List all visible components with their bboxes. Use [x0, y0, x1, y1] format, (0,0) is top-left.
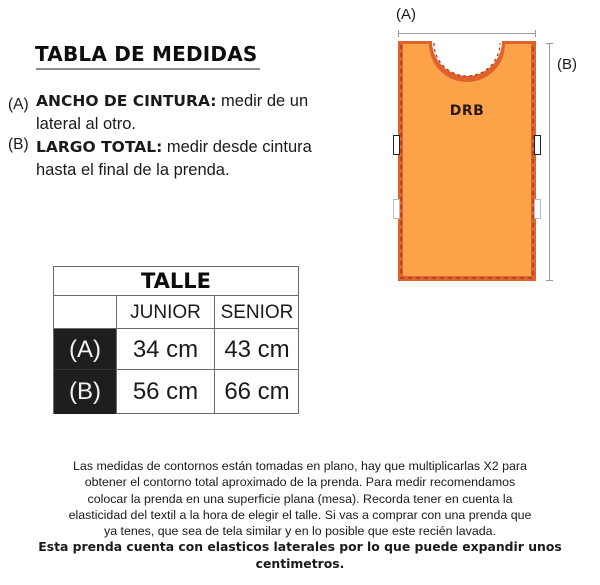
dimension-a-line	[398, 33, 536, 34]
note-line: elasticidad del textil a la hora de elegir el talle. Si vas a comprar con una prenda que	[68, 507, 532, 522]
instruction-marker: (B)	[8, 136, 29, 153]
elastic-tab-right-lower	[534, 199, 541, 219]
dimension-b-label: (B)	[557, 56, 577, 73]
note-bold-line: Esta prenda cuenta con elasticos laterales por lo que puede expandir unos	[38, 539, 562, 555]
dimension-a-label: (A)	[396, 6, 416, 23]
garment-shape-icon	[398, 41, 536, 281]
note-line: ya tenes, que sea de tela similar y en lo posible que este recién lavada.	[104, 524, 496, 539]
table-header-empty	[54, 296, 116, 329]
instruction-text: medir de un	[216, 92, 309, 110]
instruction-label: ANCHO DE CINTURA:	[36, 92, 217, 110]
instruction-text-cont: hasta el final de la prenda.	[36, 161, 230, 179]
elastic-tab-right	[534, 135, 541, 155]
table-header-senior: SENIOR	[214, 296, 299, 329]
size-table-title: TALLE	[54, 267, 298, 296]
size-table	[53, 266, 299, 414]
table-cell-junior-b: 56 cm	[116, 370, 214, 414]
note-line: colocar la prenda en una superficie plana (mesa). Recorda tener en cuenta la	[87, 491, 513, 506]
table-row-label-b: (B)	[54, 370, 116, 414]
page-title: TABLA DE MEDIDAS	[35, 42, 258, 66]
instruction-text-cont: lateral al otro.	[36, 115, 136, 133]
brand-logo: DRB	[449, 103, 485, 119]
table-cell-junior-a: 34 cm	[116, 329, 214, 370]
table-cell-senior-a: 43 cm	[214, 329, 299, 370]
elastic-tab-left-lower	[393, 199, 400, 219]
note-bold-line: centimetros.	[255, 555, 345, 571]
dimension-b-line	[549, 43, 550, 281]
instruction-label: LARGO TOTAL:	[36, 138, 163, 156]
table-cell-senior-b: 66 cm	[214, 370, 299, 414]
measurement-notes	[30, 458, 570, 572]
note-line: obtener el contorno total aproximado de la prenda. Para medir recomendamos	[84, 475, 516, 490]
garment-diagram	[398, 41, 536, 281]
instruction-marker: (A)	[8, 96, 29, 113]
instruction-text: medir desde cintura	[162, 138, 312, 156]
table-row-label-a: (A)	[54, 329, 116, 370]
note-line: Las medidas de contornos están tomadas en plano, hay que multiplicarlas X2 para	[73, 459, 527, 473]
elastic-tab-left	[393, 135, 400, 155]
table-header-junior: JUNIOR	[116, 296, 214, 329]
title-underline	[36, 68, 260, 70]
